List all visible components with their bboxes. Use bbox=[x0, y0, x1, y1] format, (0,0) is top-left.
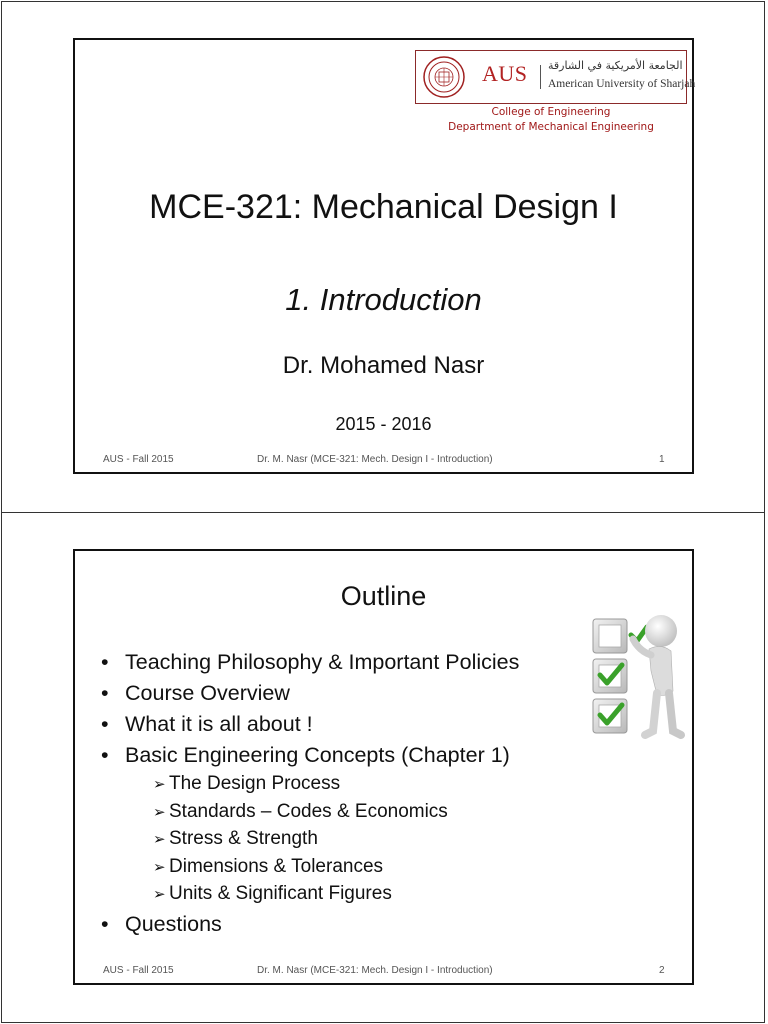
academic-year: 2015 - 2016 bbox=[335, 414, 432, 434]
footer-left: AUS - Fall 2015 bbox=[103, 454, 174, 465]
slide-2 bbox=[73, 549, 694, 985]
aus-arabic-name: الجامعة الأمريكية في الشارقة bbox=[548, 59, 683, 72]
author-name: Dr. Mohamed Nasr bbox=[282, 352, 485, 379]
university-seal-icon bbox=[422, 55, 466, 99]
aus-logo bbox=[415, 50, 696, 104]
arrow-bullet-icon: ➢ bbox=[153, 858, 166, 876]
sub-list bbox=[101, 771, 519, 909]
outline-list bbox=[101, 647, 519, 940]
list-item: • Basic Engineering Concepts (Chapter 1) ➢ The Design Process ➢ Standards – Codes & Economics ➢ Stress & Strength ➢ Dimensions & Tolerances ➢ Units & Significant Figures bbox=[101, 740, 519, 909]
slide-title: MCE-321: Mechanical Design I bbox=[149, 188, 618, 226]
sub-list-item: ➢ The Design Process bbox=[153, 771, 519, 799]
logo-divider bbox=[540, 65, 541, 89]
arrow-bullet-icon: ➢ bbox=[153, 803, 166, 821]
footer-left: AUS - Fall 2015 bbox=[103, 965, 174, 976]
slide-1 bbox=[73, 38, 694, 474]
slide-subtitle: 1. Introduction bbox=[285, 282, 482, 317]
footer-page-number: 2 bbox=[659, 965, 665, 976]
list-item: • Questions bbox=[101, 911, 222, 936]
department-name: Department of Mechanical Engineering bbox=[448, 121, 654, 133]
list-item: • What it is all about ! bbox=[101, 712, 313, 736]
arrow-bullet-icon: ➢ bbox=[153, 831, 166, 848]
list-item: • Teaching Philosophy & Important Policies bbox=[101, 650, 520, 674]
footer-page-number: 1 bbox=[659, 454, 665, 465]
arrow-bullet-icon: ➢ bbox=[153, 776, 166, 793]
sub-list-item: ➢ Stress & Strength bbox=[153, 826, 519, 854]
footer-center: Dr. M. Nasr (MCE-321: Mech. Design I - Introduction) bbox=[257, 965, 493, 976]
list-item: • Course Overview bbox=[101, 681, 290, 705]
aus-wordmark: AUS bbox=[482, 61, 528, 86]
sub-list-item: ➢ Units & Significant Figures bbox=[153, 881, 519, 909]
checklist-figure-icon bbox=[587, 611, 687, 741]
sub-list-item: ➢ Dimensions & Tolerances bbox=[153, 854, 519, 882]
arrow-bullet-icon: ➢ bbox=[153, 886, 166, 903]
college-name: College of Engineering bbox=[491, 106, 611, 118]
footer-center: Dr. M. Nasr (MCE-321: Mech. Design I - Introduction) bbox=[257, 454, 493, 465]
aus-english-name: American University of Sharjah bbox=[548, 78, 696, 90]
slide-title: Outline bbox=[340, 581, 427, 611]
sub-list-item: ➢ Standards – Codes & Economics bbox=[153, 799, 519, 827]
